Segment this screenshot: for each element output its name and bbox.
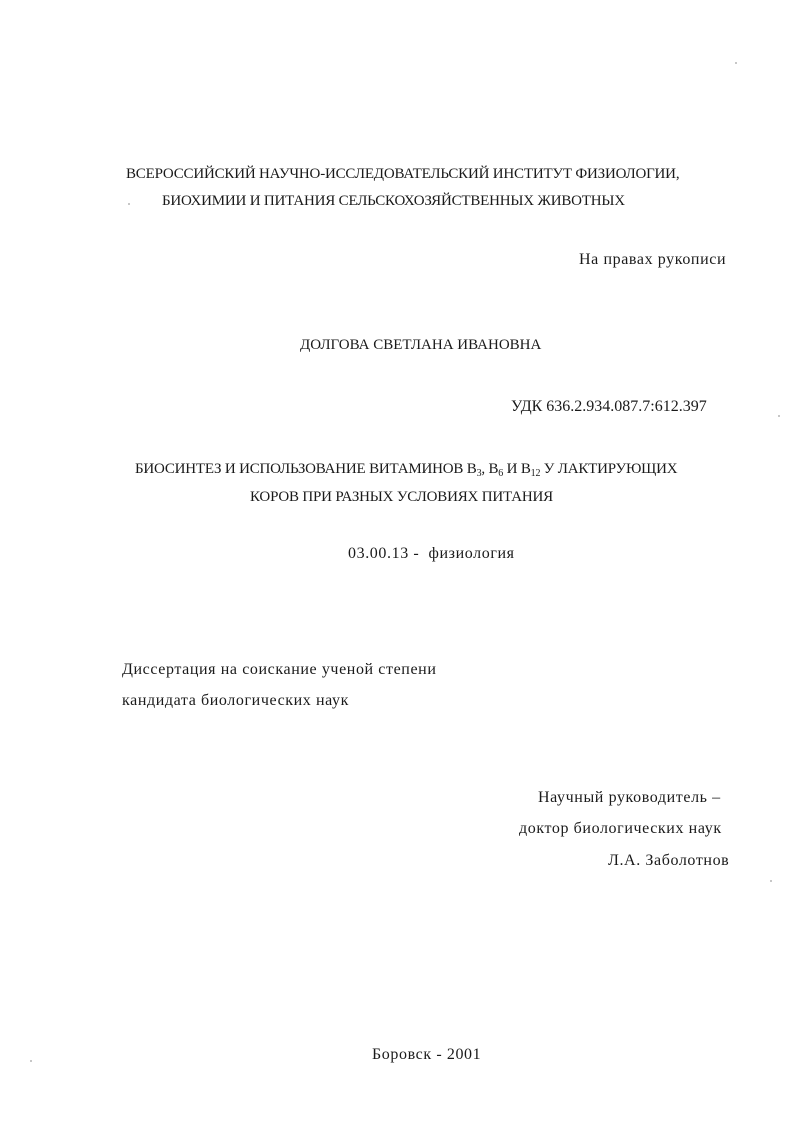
udc-code: УДК 636.2.934.087.7:612.397 [511, 398, 707, 415]
specialty: 03.00.13 - физиология [348, 545, 515, 562]
manuscript-note: На правах рукописи [579, 251, 727, 268]
institute-line-2: БИОХИМИИ И ПИТАНИЯ СЕЛЬСКОХОЗЯЙСТВЕННЫХ ЖИВОТНЫХ [162, 193, 625, 209]
scan-speck [778, 415, 780, 417]
scan-speck [770, 880, 772, 882]
place-year: Боровск - 2001 [372, 1046, 482, 1063]
title-subscript-b3: 3 [476, 468, 482, 479]
scan-speck [735, 62, 737, 64]
title-subscript-b6: 6 [498, 468, 504, 479]
dissertation-degree-line-2: кандидата биологических наук [122, 692, 350, 709]
title-text-2: , В [481, 461, 499, 477]
dissertation-title-line-1 [135, 459, 677, 479]
title-text-1: БИОСИНТЕЗ И ИСПОЛЬЗОВАНИЕ ВИТАМИНОВ В [135, 461, 477, 477]
dissertation-title-line-2: КОРОВ ПРИ РАЗНЫХ УСЛОВИЯХ ПИТАНИЯ [250, 489, 553, 505]
scan-speck [30, 1060, 32, 1062]
supervisor-name: Л.А. Заболотнов [608, 852, 730, 869]
supervisor-label: Научный руководитель – [538, 789, 721, 806]
supervisor-degree: доктор биологических наук [519, 820, 722, 837]
institute-line-1: ВСЕРОССИЙСКИЙ НАУЧНО-ИССЛЕДОВАТЕЛЬСКИЙ ИНСТИТУТ ФИЗИОЛОГИИ, [126, 166, 680, 182]
scan-speck [128, 203, 130, 205]
author-name: ДОЛГОВА СВЕТЛАНА ИВАНОВНА [300, 337, 542, 353]
title-text-3: И В [503, 461, 531, 477]
title-subscript-b12: 12 [530, 468, 541, 479]
title-text-4: У ЛАКТИРУЮЩИХ [540, 461, 678, 477]
dissertation-degree-line-1: Диссертация на соискание ученой степени [122, 661, 437, 678]
